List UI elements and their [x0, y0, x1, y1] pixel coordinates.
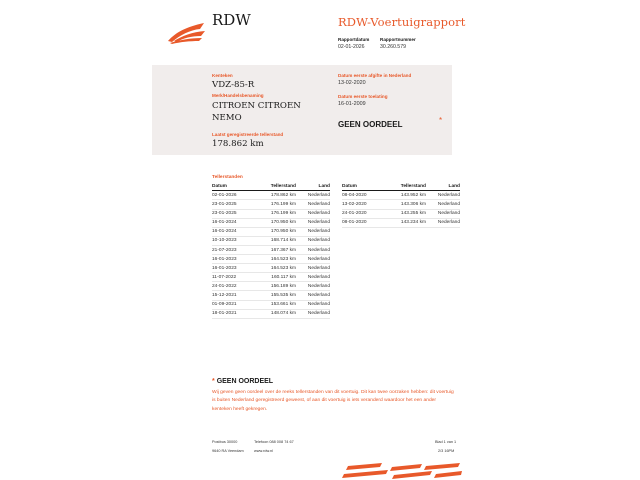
reading-row	[212, 264, 330, 273]
readings-body-left	[212, 191, 330, 318]
reading-date: 24-01-2022	[212, 282, 256, 291]
reading-country: Nederland	[296, 209, 330, 218]
reading-row	[212, 309, 330, 318]
reading-row	[212, 218, 330, 227]
reading-km: 176.199 km	[256, 200, 296, 209]
first-admission-value: 16-01-2009	[338, 101, 366, 107]
footer-page-number: Blad 1 van 1	[435, 440, 457, 444]
verdict-asterisk: *	[439, 116, 443, 125]
reading-row	[212, 255, 330, 264]
reading-row	[212, 300, 330, 309]
reading-country: Nederland	[296, 282, 330, 291]
reading-row	[212, 273, 330, 282]
reading-km: 143.952 km	[386, 191, 426, 200]
readings-table-left	[212, 183, 330, 319]
reading-date: 23-01-2025	[212, 200, 256, 209]
reading-date: 11-07-2022	[212, 273, 256, 282]
last-reading-value: 178.862 km	[212, 139, 264, 149]
vehicle-summary-panel	[152, 65, 452, 155]
reading-date: 16-01-2023	[212, 255, 256, 264]
footer-website[interactable]: www.rdw.nl	[254, 449, 273, 453]
note-text: Wij geven geen oordeel over de reeks tellerstanden van dit voertuig. Dit kan twee oorzaken hebben: dit voertuig is buiten Nederland geregistreerd geweest, of aan dit voertuig is iets veranderd waardoor het een ander kenteken heeft gekregen.	[212, 390, 454, 412]
reading-country: Nederland	[426, 191, 460, 200]
reading-date: 16-01-2024	[212, 227, 256, 236]
reading-country: Nederland	[296, 291, 330, 300]
reading-row	[342, 209, 460, 218]
note-title	[212, 378, 273, 385]
note-title-text: GEEN OORDEEL	[216, 378, 274, 385]
col-date-header: Datum	[212, 183, 256, 191]
col-reading-header: Tellerstand	[386, 183, 426, 191]
footer-code: 2/3 16PM	[438, 449, 455, 453]
reading-row	[212, 227, 330, 236]
reading-country: Nederland	[296, 309, 330, 318]
col-country-header: Land	[426, 183, 460, 191]
reading-km: 164.523 km	[256, 264, 296, 273]
reading-country: Nederland	[296, 264, 330, 273]
note-asterisk: *	[212, 378, 215, 385]
brand-name: RDW	[212, 11, 251, 29]
reading-date: 01-09-2021	[212, 300, 256, 309]
footer-postal-city: 9640 RA Veendam	[212, 449, 244, 453]
reading-date: 23-01-2025	[212, 209, 256, 218]
reading-km: 170.950 km	[256, 218, 296, 227]
reading-country: Nederland	[296, 300, 330, 309]
reading-row	[212, 245, 330, 254]
reading-date: 24-01-2020	[342, 209, 386, 218]
reading-km: 170.950 km	[256, 227, 296, 236]
report-date: 02-01-2026	[338, 44, 365, 50]
reading-row	[212, 209, 330, 218]
reading-km: 178.862 km	[256, 191, 296, 200]
reading-date: 15-12-2021	[212, 291, 256, 300]
reading-km: 148.074 km	[256, 309, 296, 318]
reading-date: 08-01-2020	[342, 218, 386, 227]
reading-country: Nederland	[296, 236, 330, 245]
decorative-stripes-icon	[342, 462, 462, 480]
readings-body-right	[342, 191, 460, 227]
reading-country: Nederland	[296, 255, 330, 264]
reading-date: 02-01-2026	[212, 191, 256, 200]
reading-km: 164.523 km	[256, 255, 296, 264]
col-reading-header: Tellerstand	[256, 183, 296, 191]
verdict-text: GEEN OORDEEL	[338, 120, 403, 129]
reading-row	[212, 191, 330, 200]
rdw-logo-icon	[166, 20, 206, 44]
report-title: RDW-Voertuigrapport	[338, 15, 466, 29]
reading-km: 143.234 km	[386, 218, 426, 227]
reading-km: 160.117 km	[256, 273, 296, 282]
reading-date: 18-01-2021	[212, 309, 256, 318]
reading-km: 143.255 km	[386, 209, 426, 218]
reading-km: 168.714 km	[256, 236, 296, 245]
footer-phone: Telefoon 088 008 74 67	[254, 440, 294, 444]
reading-country: Nederland	[296, 218, 330, 227]
reading-country: Nederland	[296, 245, 330, 254]
reading-row	[212, 236, 330, 245]
make-line-1: CITROEN CITROEN	[212, 101, 301, 111]
reading-km: 176.199 km	[256, 209, 296, 218]
reading-date: 13-02-2020	[342, 200, 386, 209]
reading-date: 08-04-2020	[342, 191, 386, 200]
reading-km: 143.306 km	[386, 200, 426, 209]
reading-date: 21-07-2023	[212, 245, 256, 254]
reading-km: 153.661 km	[256, 300, 296, 309]
plate-label: Kenteken	[212, 73, 233, 78]
make-line-2: NEMO	[212, 113, 242, 123]
last-reading-label: Laatst geregistreerde tellerstand	[212, 132, 284, 137]
report-number-label: Rapportnummer	[380, 37, 416, 42]
report-number: 30.260.579	[380, 44, 406, 50]
reading-row	[212, 200, 330, 209]
reading-row	[342, 200, 460, 209]
reading-date: 16-01-2024	[212, 218, 256, 227]
reading-row	[212, 282, 330, 291]
reading-km: 156.189 km	[256, 282, 296, 291]
reading-country: Nederland	[296, 227, 330, 236]
col-country-header: Land	[296, 183, 330, 191]
col-date-header: Datum	[342, 183, 386, 191]
reading-km: 155.535 km	[256, 291, 296, 300]
reading-country: Nederland	[296, 200, 330, 209]
reading-country: Nederland	[296, 191, 330, 200]
reading-country: Nederland	[426, 209, 460, 218]
reading-km: 167.367 km	[256, 245, 296, 254]
reading-country: Nederland	[296, 273, 330, 282]
plate-value: VDZ-85-R	[212, 80, 255, 90]
readings-table-right	[342, 183, 460, 228]
reading-country: Nederland	[426, 218, 460, 227]
reading-date: 16-01-2023	[212, 264, 256, 273]
first-admission-nl-value: 13-02-2020	[338, 80, 366, 86]
make-label: Merk/Handelsbenaming	[212, 93, 264, 98]
first-admission-label: Datum eerste toelating	[338, 94, 388, 99]
reading-row	[212, 291, 330, 300]
reading-row	[342, 218, 460, 227]
report-date-label: Rapportdatum	[338, 37, 370, 42]
reading-row	[342, 191, 460, 200]
footer-pobox: Postbus 30000	[212, 440, 238, 444]
reading-country: Nederland	[426, 200, 460, 209]
reading-date: 10-10-2023	[212, 236, 256, 245]
first-admission-nl-label: Datum eerste afgifte in Nederland	[338, 73, 412, 78]
readings-section-title: Tellerstanden	[212, 175, 243, 180]
